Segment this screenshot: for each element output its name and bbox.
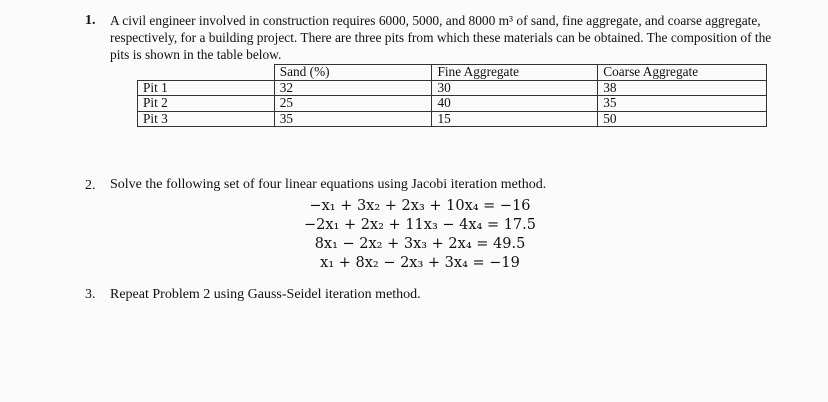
table-cell: 15 bbox=[432, 111, 598, 127]
equation-1: −x₁ + 3x₂ + 2x₃ + 10x₄ = −16 bbox=[309, 198, 531, 214]
table-cell: 30 bbox=[432, 80, 598, 96]
table-cell: 40 bbox=[432, 96, 598, 112]
table-cell: 35 bbox=[274, 111, 432, 127]
equation-4: x₁ + 8x₂ − 2x₃ + 3x₄ = −19 bbox=[320, 255, 520, 271]
problem-2-number: 2. bbox=[85, 178, 96, 193]
table-header-blank bbox=[138, 65, 275, 81]
equation-2: −2x₁ + 2x₂ + 11x₃ − 4x₄ = 17.5 bbox=[304, 217, 536, 233]
problem-3-number: 3. bbox=[85, 287, 96, 302]
table-cell: 35 bbox=[598, 96, 767, 112]
table-cell: 25 bbox=[274, 96, 432, 112]
table-cell: Pit 2 bbox=[138, 96, 275, 112]
table-cell: 32 bbox=[274, 80, 432, 96]
table-cell: 50 bbox=[598, 111, 767, 127]
table-header-row bbox=[138, 65, 767, 81]
pit-composition-table bbox=[137, 64, 767, 127]
table-cell: Pit 1 bbox=[138, 80, 275, 96]
table-row bbox=[138, 80, 767, 96]
table-header-coarse-aggregate: Coarse Aggregate bbox=[598, 65, 767, 81]
table-cell: Pit 3 bbox=[138, 111, 275, 127]
problem-1-number: 1. bbox=[85, 13, 96, 28]
problem-1-text: A civil engineer involved in construction requires 6000, 5000, and 8000 m³ of sand, fine aggregate, and coarse aggregate, respectively, for a building project. There are three pits from which these materials can be obtained. The composition of the pits is shown in the table below. bbox=[110, 13, 772, 62]
table-row bbox=[138, 96, 767, 112]
table-row bbox=[138, 111, 767, 127]
equation-system bbox=[270, 197, 570, 273]
table-header-sand: Sand (%) bbox=[274, 65, 432, 81]
problem-2-text: Solve the following set of four linear equations using Jacobi iteration method. bbox=[110, 177, 547, 192]
table-header-fine-aggregate: Fine Aggregate bbox=[432, 65, 598, 81]
equation-3: 8x₁ − 2x₂ + 3x₃ + 2x₄ = 49.5 bbox=[314, 236, 526, 252]
table-cell: 38 bbox=[598, 80, 767, 96]
problem-3-text: Repeat Problem 2 using Gauss-Seidel iteration method. bbox=[110, 287, 421, 302]
